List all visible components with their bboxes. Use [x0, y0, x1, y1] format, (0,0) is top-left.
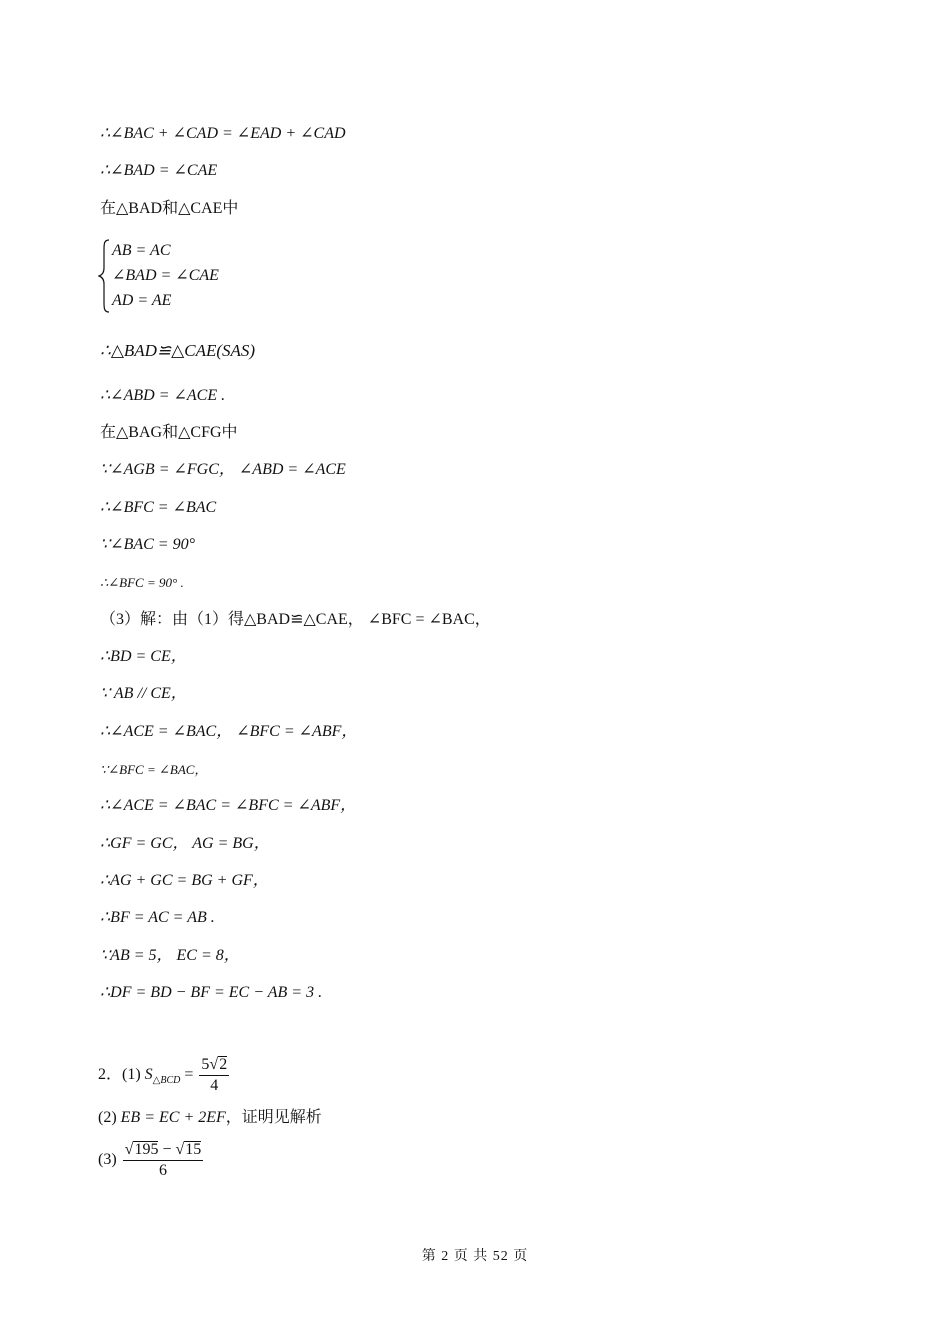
equals-sign: = — [184, 1066, 194, 1084]
step-line-23: ∵AB = 5， EC = 8， — [100, 947, 240, 964]
sqrt-icon: √ — [175, 1141, 185, 1158]
step-line-9: 在△BAG和△CFG中 — [100, 424, 238, 441]
step-line-8: ∴∠ABD = ∠ACE . — [100, 387, 226, 404]
fraction-part1 — [199, 1055, 229, 1096]
step-line-19: ∴∠ACE = ∠BAC = ∠BFC = ∠ABF， — [100, 797, 357, 814]
step-line-3: 在△BAD和△CAE中 — [100, 200, 239, 217]
minus-sign: − — [162, 1141, 172, 1158]
step-line-7: ∴△BAD≌△CAE(SAS) — [100, 341, 256, 360]
numerator-coef: 5 — [201, 1056, 210, 1073]
q2-label: 2．(1) — [98, 1066, 141, 1084]
part3-numerator — [123, 1140, 204, 1161]
area-subscript: △BCD — [152, 1075, 181, 1087]
left-brace-icon — [98, 238, 112, 314]
system-row-1: AB = AC — [112, 242, 171, 259]
step-line-20: ∴GF = GC， AG = BG， — [100, 835, 270, 852]
q2-part1 — [98, 1055, 229, 1096]
radicand: 2 — [219, 1056, 228, 1073]
step-line-18: ∵∠BFC = ∠BAC， — [100, 762, 208, 777]
fraction-denominator: 4 — [210, 1077, 219, 1094]
step-line-10: ∵∠AGB = ∠FGC， ∠ABD = ∠ACE — [100, 461, 346, 478]
radicand-1: 195 — [134, 1141, 159, 1158]
part2-text: ，证明见解析 — [225, 1109, 322, 1126]
step-line-22: ∴BF = AC = AB . — [100, 909, 215, 926]
step-line-16: ∵ AB // CE， — [100, 685, 187, 702]
part2-expression: EB = EC + 2EF — [120, 1109, 226, 1126]
step-line-14: （3）解：由（1）得△BAD≌△CAE， ∠BFC = ∠BAC， — [100, 611, 491, 628]
equation-system — [98, 238, 298, 314]
step-line-11: ∴∠BFC = ∠BAC — [100, 499, 217, 516]
part3-denominator: 6 — [158, 1162, 167, 1179]
step-line-12: ∵∠BAC = 90° — [100, 536, 195, 553]
system-row-2: ∠BAD = ∠CAE — [112, 267, 219, 284]
step-line-24: ∴DF = BD − BF = EC − AB = 3 . — [100, 984, 323, 1001]
area-symbol: S — [144, 1066, 153, 1084]
sqrt-icon: √ — [209, 1056, 219, 1073]
step-line-13: ∴∠BFC = 90° . — [100, 575, 184, 590]
radicand-2: 15 — [185, 1141, 202, 1158]
sqrt-icon: √ — [124, 1141, 134, 1158]
q2-part3 — [98, 1140, 203, 1181]
step-line-21: ∴AG + GC = BG + GF， — [100, 872, 269, 889]
system-row-3: AD = AE — [112, 292, 172, 309]
part2-label: (2) — [98, 1109, 117, 1126]
part3-label: (3) — [98, 1151, 117, 1169]
fraction-part3 — [123, 1140, 204, 1181]
q2-part2 — [98, 1108, 322, 1128]
fraction-numerator — [199, 1055, 229, 1076]
step-line-15: ∴BD = CE， — [100, 648, 187, 665]
step-line-1: ∴∠BAC + ∠CAD = ∠EAD + ∠CAD — [100, 125, 346, 142]
page-footer: 第 2 页 共 52 页 — [421, 1249, 529, 1264]
step-line-2: ∴∠BAD = ∠CAE — [100, 162, 218, 179]
step-line-17: ∴∠ACE = ∠BAC， ∠BFC = ∠ABF， — [100, 723, 358, 740]
